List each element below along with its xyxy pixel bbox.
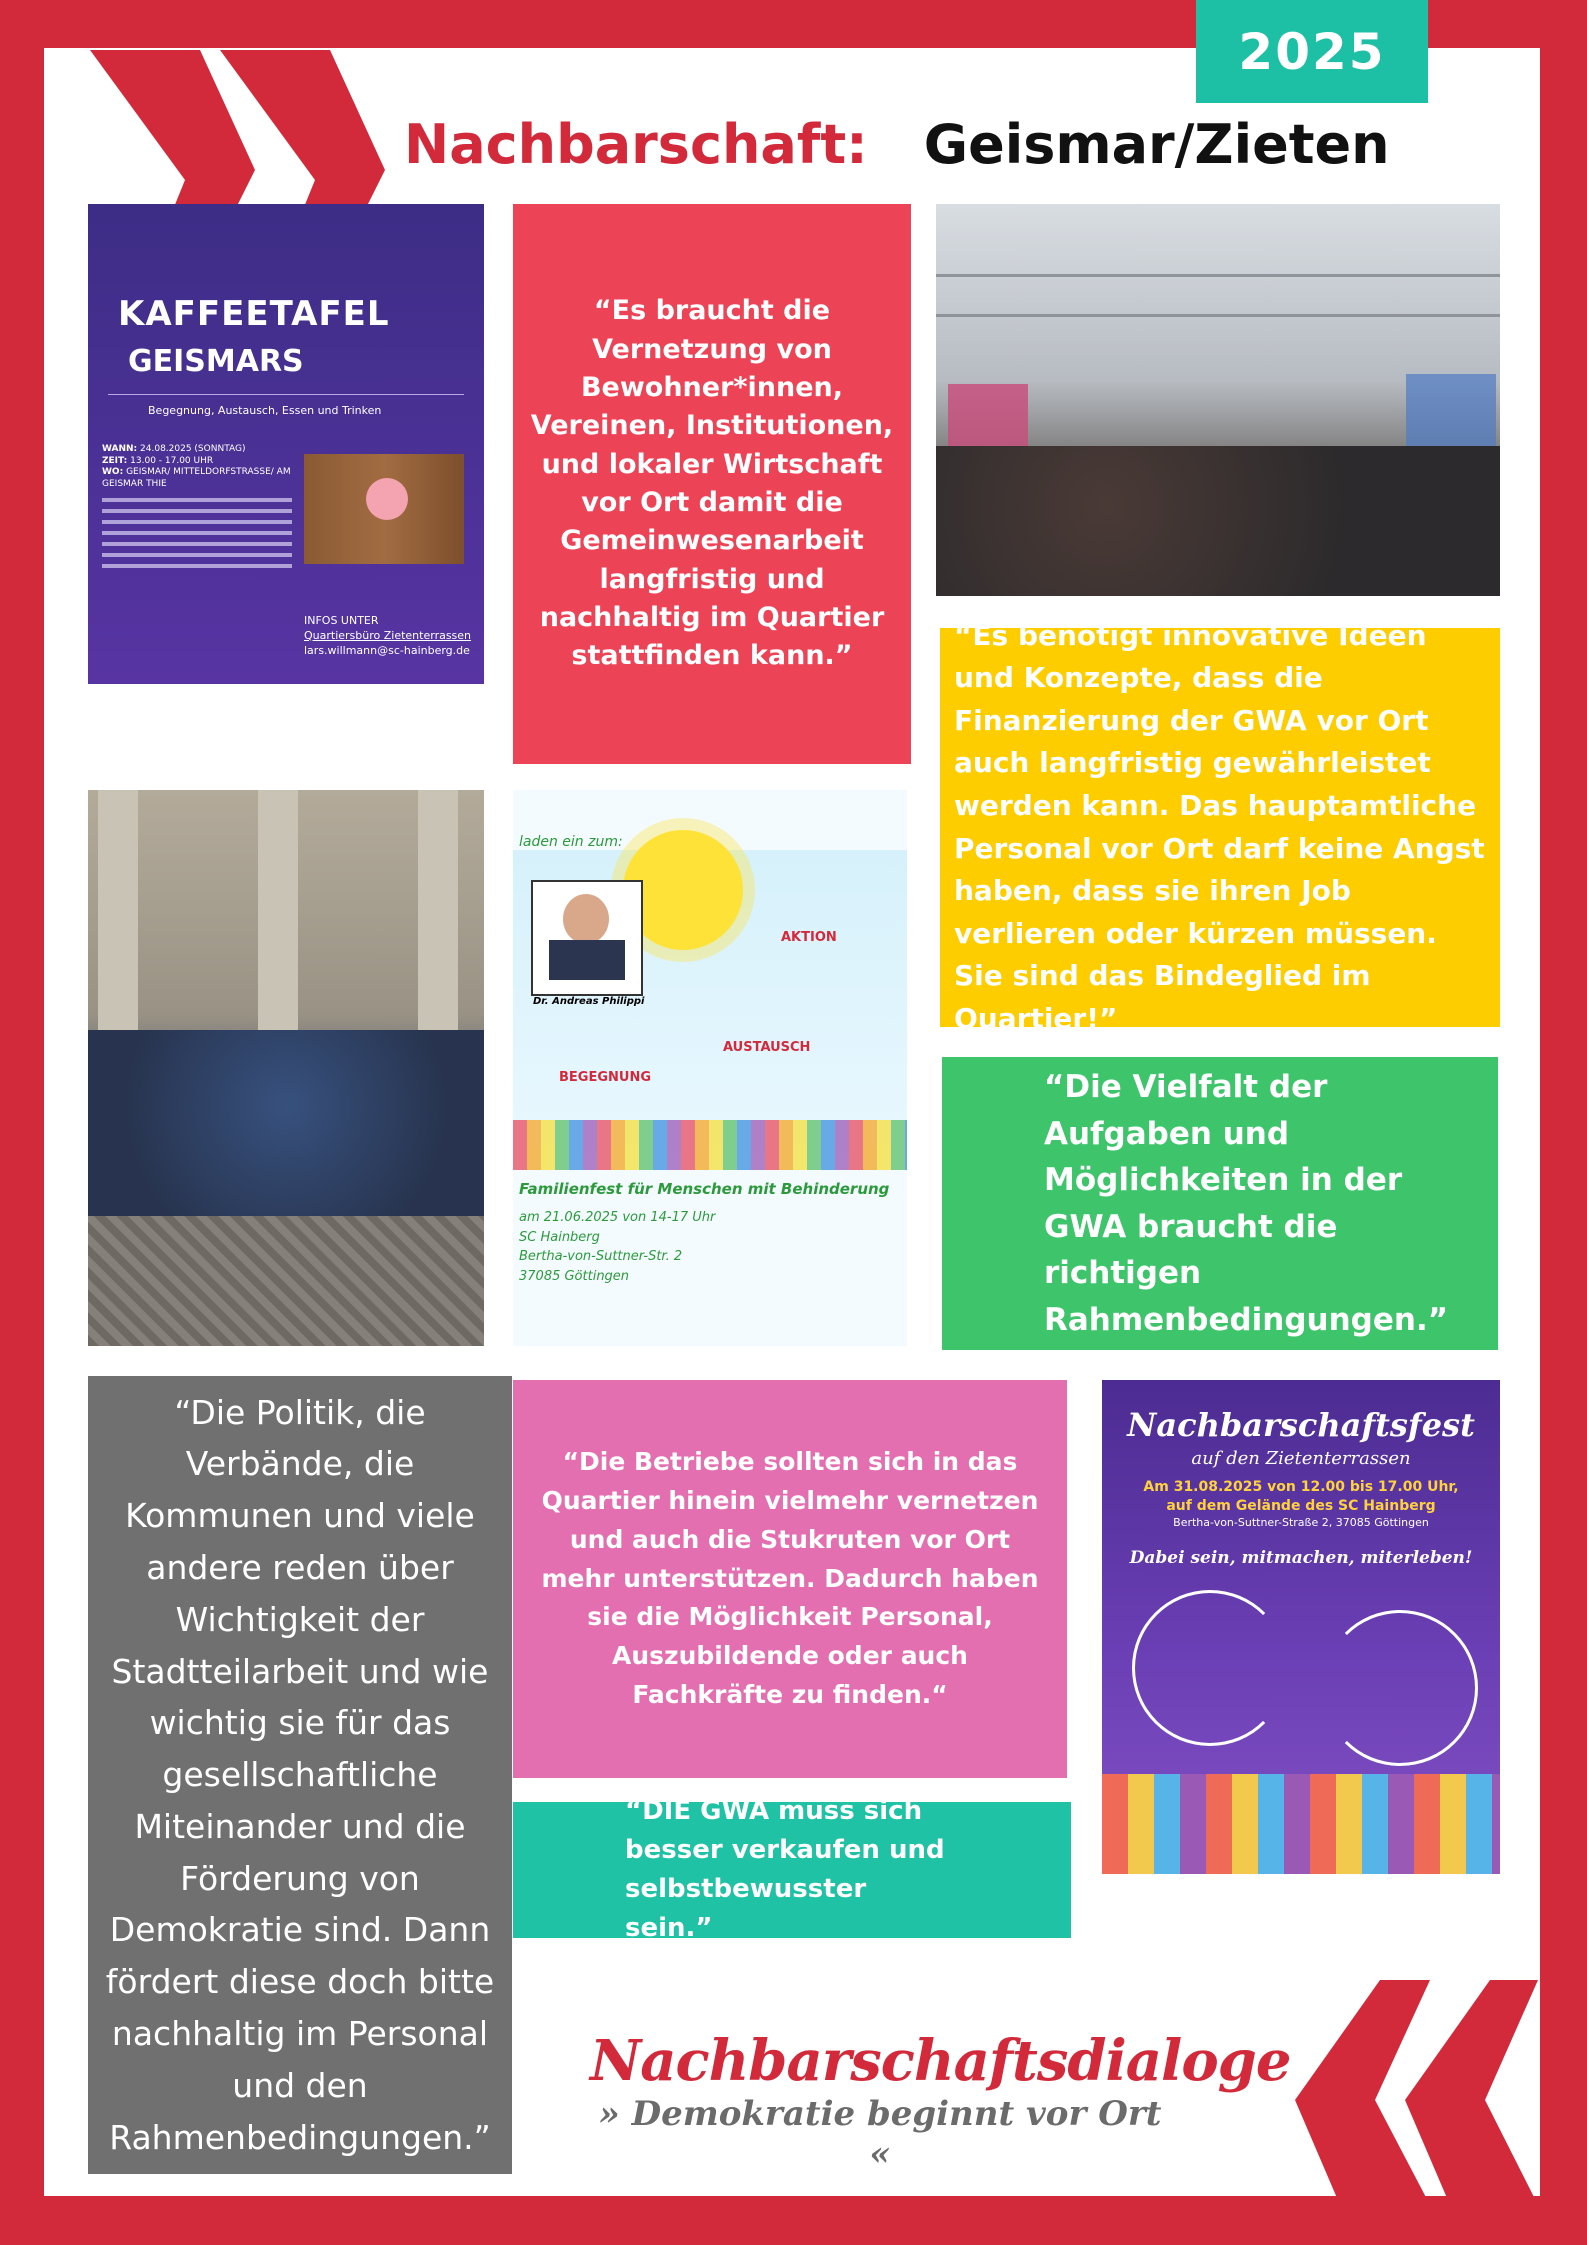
event-details (519, 1208, 715, 1286)
brand-tagline: » Demokratie beginnt vor Ort « (598, 2094, 1162, 2174)
divider (108, 394, 464, 395)
circle-arrow (1132, 1590, 1288, 1746)
tag-austausch: AUSTAUSCH (723, 1040, 811, 1055)
info-org: Quartiersbüro Zietenterrassen (304, 628, 472, 642)
tag-begegnung: BEGEGNUNG (559, 1070, 651, 1085)
pavement (88, 1216, 484, 1346)
poster-familienfest (513, 790, 907, 1346)
poster-title-line2: GEISMARS (128, 344, 304, 379)
sponsor-logos (1102, 1874, 1500, 1932)
event-date: am 21.06.2025 von 14-17 Uhr (519, 1210, 716, 1225)
people-chain (513, 1120, 907, 1170)
crowd (936, 446, 1500, 596)
fest-subtitle: auf den Zietenterrassen (1191, 1448, 1411, 1469)
when-value: 24.08.2025 (SONNTAG) (140, 444, 246, 454)
info-label: INFOS UNTER (304, 614, 379, 627)
quote-gwa: “DIE GWA muss sich besser verkaufen und selbstbewusster sein.” (513, 1802, 1071, 1938)
fest-venue: auf dem Gelände des SC Hainberg (1166, 1497, 1436, 1514)
event-title: Familienfest für Menschen mit Behinderung (519, 1180, 890, 1198)
poster-info (304, 614, 471, 659)
where-value: GEISMAR/ MITTELDORFSTRASSE/ AM GEISMAR THIE (102, 467, 291, 490)
title-location: Geismar/Zieten (923, 112, 1390, 176)
info-email: lars.willmann@sc-hainberg.de (304, 643, 470, 657)
fest-date: Am 31.08.2025 von 12.00 bis 17.00 Uhr, (1143, 1479, 1459, 1495)
poster-nachbarschaftsfest (1102, 1380, 1500, 1932)
circle-arrow (1322, 1610, 1478, 1766)
page-title (404, 104, 1390, 184)
brand-name: Nachbarschaftsdialoge (590, 2028, 1291, 2094)
time-value: 13.00 - 17.00 UHR (130, 455, 214, 466)
tag-aktion: AKTION (781, 930, 837, 945)
when-label: WANN: (102, 444, 138, 454)
fest-address: Bertha-von-Suttner-Straße 2, 37085 Göttingen (1173, 1515, 1429, 1529)
poster-title-line1: KAFFEETAFEL (118, 294, 390, 334)
footer-brand (590, 2028, 1291, 2174)
quote-politik: “Die Politik, die Verbände, die Kommunen und viele andere reden über Wichtigkeit der Stadtteilarbeit und wie wichtig sie für das gesellschaftliche Miteinander und die Förderung von Demokratie sind. Dann fördert diese doch bitte nachhaltig im Personal und den Rahmenbedingungen.” (88, 1376, 512, 2174)
sponsor-logos (88, 684, 484, 736)
where-label: WO: (102, 467, 124, 478)
small-print (102, 498, 292, 568)
cake-image (304, 454, 464, 564)
quote-vernetzung: “Es braucht die Vernetzung von Bewohner*innen, Vereinen, Institutionen, und lokaler Wirtschaft vor Ort damit die Gemeinwesenarbeit langfristig und nachhaltig im Quartier stattfinden kann.” (513, 204, 911, 764)
event-street: Bertha-von-Suttner-Str. 2 (519, 1249, 683, 1264)
speaker-portrait (531, 880, 643, 996)
quote-betriebe: “Die Betriebe sollten sich in das Quartier hinein vielmehr vernetzen und auch die Stukruten vor Ort mehr unterstützen. Dadurch haben sie die Möglichkeit Personal, Auszubildende oder auch Fachkräfte zu finden.“ (513, 1380, 1067, 1778)
close-quote-icon (1280, 1970, 1540, 2210)
event-city: 37085 Göttingen (519, 1268, 630, 1284)
crowd (88, 1030, 484, 1220)
invite-text: laden ein zum: (519, 834, 623, 850)
poster-kaffeetafel (88, 204, 484, 736)
quote-vielfalt: “Die Vielfalt der Aufgaben und Möglichkeiten in der GWA braucht die richtigen Rahmenbedingungen.” (942, 1057, 1498, 1350)
houses-illustration (1102, 1774, 1500, 1874)
time-label: ZEIT: (102, 455, 128, 466)
photo-group-landtag (88, 790, 484, 1346)
poster-subtitle: Begegnung, Austausch, Essen und Trinken (148, 404, 382, 417)
fest-slogan: Dabei sein, mitmachen, miterleben! (1129, 1548, 1473, 1568)
fest-title: Nachbarschaftsfest (1127, 1406, 1475, 1444)
year-badge: 2025 (1196, 0, 1428, 103)
event-venue: SC Hainberg (519, 1229, 600, 1245)
poster-details (102, 444, 292, 644)
photo-atrium-event (936, 204, 1500, 596)
fest-date-venue (1102, 1478, 1500, 1531)
speaker-name: Dr. Andreas Philippi (533, 996, 645, 1007)
title-prefix: Nachbarschaft: (404, 112, 868, 176)
quote-finanzierung: “Es benötigt innovative Ideen und Konzepte, dass die Finanzierung der GWA vor Ort auch langfristig gewährleistet werden kann. Das hauptamtliche Personal vor Ort darf keine Angst haben, dass sie ihren Job verlieren oder kürzen müssen. Sie sind das Bindeglied im Quartier!” (940, 628, 1500, 1027)
